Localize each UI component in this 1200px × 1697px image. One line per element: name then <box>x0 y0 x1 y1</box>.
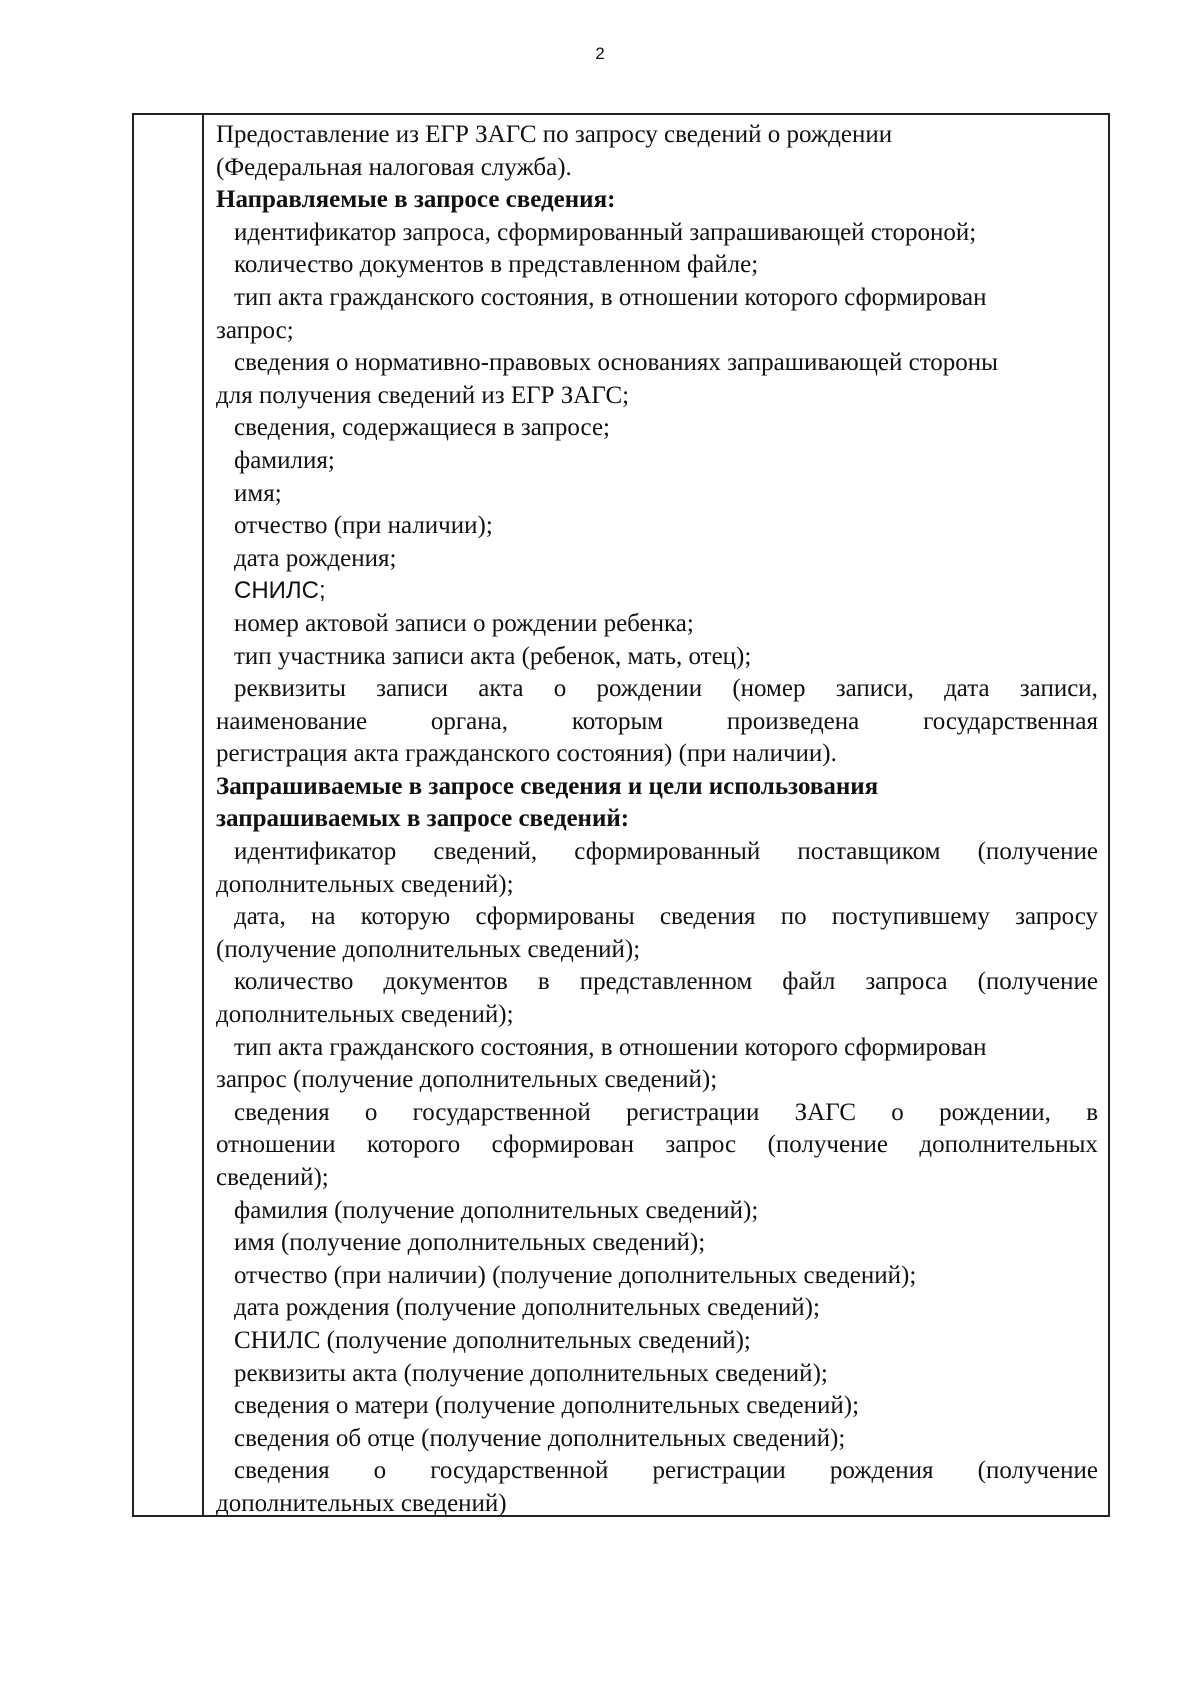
word: по <box>780 903 807 931</box>
requested-item-continuation: дополнительных сведений); <box>216 870 514 898</box>
requested-item: реквизиты акта (получение дополнительных сведений); <box>234 1359 828 1387</box>
word: поступившему <box>831 903 990 931</box>
word: в <box>1086 1098 1098 1126</box>
word: сведения <box>234 1457 330 1485</box>
requested-item-continuation: (получение дополнительных сведений); <box>216 935 641 963</box>
word: сформированы <box>475 903 635 931</box>
requested-item: СНИЛС (получение дополнительных сведений); <box>234 1326 751 1354</box>
word: отношении <box>216 1131 336 1159</box>
sent-item: количество документов в представленном файле; <box>234 251 759 279</box>
requested-item-justified <box>216 1129 1098 1162</box>
section-heading-sent: Направляемые в запросе сведения: <box>216 186 616 214</box>
word: государственной <box>412 1098 591 1126</box>
requested-item: фамилия (получение дополнительных сведений); <box>234 1196 759 1224</box>
sent-item: дата рождения; <box>234 544 397 572</box>
word: количество <box>234 968 354 996</box>
word: о <box>373 1457 387 1485</box>
sent-item-justified <box>216 673 1098 706</box>
sent-item-snils: СНИЛС; <box>234 577 326 605</box>
word: записи, <box>1019 675 1098 703</box>
word: дополнительных <box>919 1131 1098 1159</box>
sent-item: фамилия; <box>234 446 335 474</box>
word: органа, <box>430 707 508 735</box>
sent-item: имя; <box>234 479 282 507</box>
table-left-column <box>134 115 204 1515</box>
word: дата, <box>234 903 286 931</box>
section-heading-requested: Запрашиваемые в запросе сведения и цели использования <box>216 772 879 800</box>
requested-item-justified <box>216 966 1098 999</box>
sent-item: отчество (при наличии); <box>234 512 493 540</box>
requested-item: сведения о матери (получение дополнительных сведений); <box>234 1392 860 1420</box>
requested-item: сведения об отце (получение дополнительных сведений); <box>234 1424 846 1452</box>
word: которую <box>360 903 451 931</box>
sent-item-justified <box>216 706 1098 739</box>
page-number: 2 <box>595 44 605 63</box>
word: рождении <box>596 675 703 703</box>
word: сведений, <box>433 838 538 866</box>
word: дата <box>944 675 990 703</box>
word: (получение <box>977 968 1098 996</box>
word: государственная <box>923 707 1098 735</box>
requested-item: имя (получение дополнительных сведений); <box>234 1229 706 1257</box>
intro-line: (Федеральная налоговая служба). <box>216 153 572 181</box>
word: государственной <box>430 1457 609 1485</box>
sent-item: тип участника записи акта (ребенок, мать, отец); <box>234 642 752 670</box>
word: идентификатор <box>234 838 397 866</box>
intro-line: Предоставление из ЕГР ЗАГС по запросу сведений о рождении <box>216 121 893 148</box>
sent-item-continuation: регистрация акта гражданского состояния) (при наличии). <box>216 740 837 768</box>
word: (получение <box>977 1457 1098 1485</box>
requested-item-continuation: дополнительных сведений) <box>216 1489 507 1517</box>
word: регистрации <box>626 1098 760 1126</box>
word: записи, <box>835 675 914 703</box>
sent-item: номер актовой записи о рождении ребенка; <box>234 609 694 637</box>
word: сформированный <box>574 838 761 866</box>
word: о <box>364 1098 378 1126</box>
word: о <box>553 675 567 703</box>
requested-item-continuation: сведений); <box>216 1164 329 1191</box>
word: сведения <box>659 903 756 931</box>
word: поставщиком <box>797 838 941 866</box>
word: регистрации <box>652 1457 786 1485</box>
document-table <box>132 113 1110 1517</box>
word: ЗАГС <box>794 1098 857 1126</box>
word: (номер <box>732 675 806 703</box>
sent-item: идентификатор запроса, сформированный запрашивающей стороной; <box>234 218 977 246</box>
requested-item-justified <box>216 901 1098 934</box>
requested-item-justified <box>216 1455 1098 1488</box>
word: представленном <box>579 968 753 996</box>
word: документов <box>383 968 508 996</box>
word: рождения <box>829 1457 934 1485</box>
requested-item-justified <box>216 836 1098 869</box>
requested-item-justified <box>216 1097 1098 1130</box>
word: (получение <box>767 1131 888 1159</box>
word: которого <box>366 1131 461 1159</box>
word: запросу <box>1015 903 1098 931</box>
sent-item: сведения о нормативно-правовых основаниях запрашивающей стороны <box>234 349 998 377</box>
requested-item-continuation: запрос (получение дополнительных сведений); <box>216 1066 718 1094</box>
word: акта <box>478 675 524 703</box>
section-heading-requested: запрашиваемых в запросе сведений: <box>216 805 630 833</box>
word: в <box>537 968 550 996</box>
word: которым <box>571 707 664 735</box>
word: о <box>891 1098 904 1126</box>
word: запроса <box>865 968 948 996</box>
sent-item-continuation: для получения сведений из ЕГР ЗАГС; <box>216 381 630 409</box>
word: запрос <box>665 1131 737 1159</box>
word: сформирован <box>491 1131 634 1159</box>
word: файл <box>782 968 836 996</box>
sent-item: сведения, содержащиеся в запросе; <box>234 414 610 442</box>
sent-item-continuation: запрос; <box>216 316 294 344</box>
word: сведения <box>234 1098 330 1126</box>
word: наименование <box>216 707 368 735</box>
table-content-cell <box>204 115 1108 1515</box>
word: рождении, <box>939 1098 1051 1126</box>
word: произведена <box>726 707 860 735</box>
requested-item: отчество (при наличии) (получение дополнительных сведений); <box>234 1261 917 1289</box>
word: на <box>311 903 336 931</box>
word: реквизиты <box>234 675 346 703</box>
word: (получение <box>977 838 1098 866</box>
word: записи <box>376 675 449 703</box>
sent-item: тип акта гражданского состояния, в отношении которого сформирован <box>234 283 987 311</box>
requested-item: тип акта гражданского состояния, в отношении которого сформирован <box>234 1033 987 1061</box>
requested-item-continuation: дополнительных сведений); <box>216 1001 514 1029</box>
requested-item: дата рождения (получение дополнительных сведений); <box>234 1294 820 1322</box>
